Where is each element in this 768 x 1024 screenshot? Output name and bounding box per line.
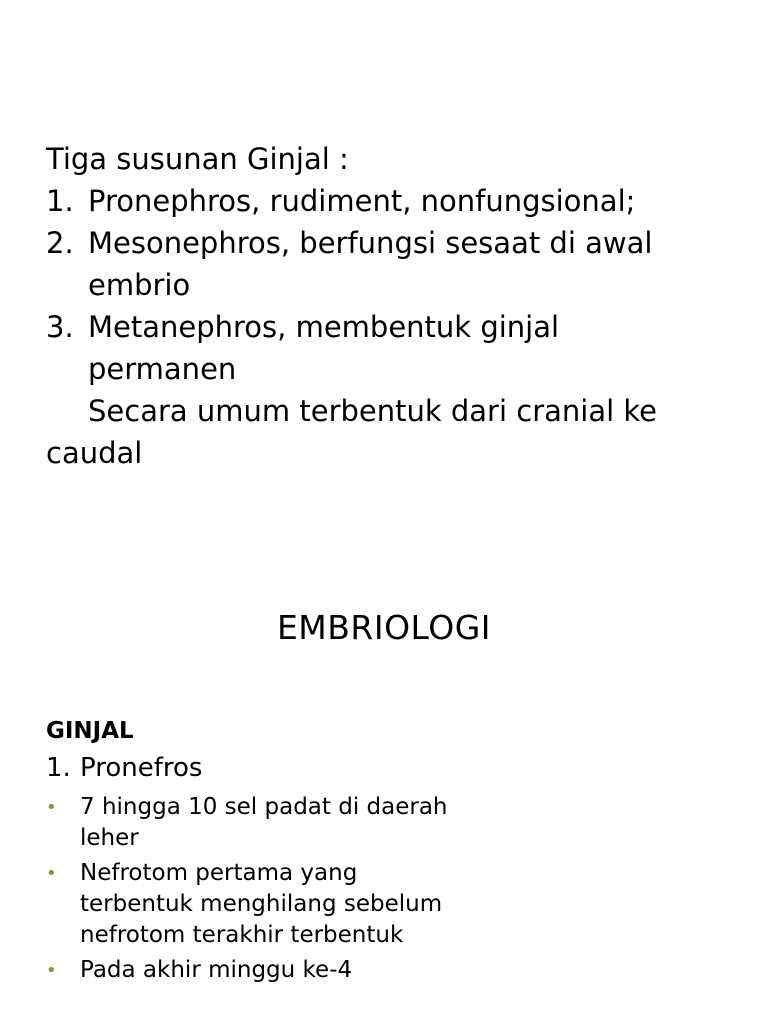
list-number: 1.	[46, 753, 71, 783]
slide-embryology	[46, 714, 466, 986]
list-item-metanephros	[46, 306, 746, 390]
list-text-line: Mesonephros, berfungsi sesaat di awal	[88, 226, 653, 260]
list-number: 2.	[46, 226, 74, 260]
list-item-pronefros	[46, 748, 466, 788]
bullet-icon: •	[46, 863, 57, 884]
bullet-item	[46, 955, 466, 986]
list-text	[88, 222, 746, 306]
list-number: 3.	[46, 310, 74, 344]
list-item-pronephros	[46, 180, 746, 222]
bullet-text: Nefrotom pertama yang terbentuk menghilang sebelum nefrotom terakhir terbentuk	[80, 860, 443, 948]
closing-text-line: Secara umum terbentuk dari cranial ke	[88, 394, 657, 428]
list-text: Pronephros, rudiment, nonfungsional;	[88, 184, 636, 218]
list-text-line: Metanephros, membentuk ginjal	[88, 310, 560, 344]
bullet-text: Pada akhir minggu ke-4	[80, 957, 353, 983]
list-text-line: permanen	[88, 352, 237, 386]
bullet-text: 7 hingga 10 sel padat di daerah leher	[80, 794, 448, 851]
bullet-icon: •	[46, 797, 57, 818]
bullet-list	[46, 792, 466, 986]
bullet-icon: •	[46, 960, 57, 981]
closing-text-line: caudal	[46, 436, 143, 470]
bullet-item	[46, 792, 466, 854]
slide-title: Tiga susunan Ginjal :	[46, 142, 349, 176]
list-text: Pronefros	[80, 753, 203, 783]
bullet-item	[46, 858, 466, 951]
list-item-mesonephros	[46, 222, 746, 306]
list-number: 1.	[46, 184, 74, 218]
slide-kidney-stages	[46, 138, 746, 474]
list-text	[88, 306, 746, 390]
section-heading: EMBRIOLOGI	[276, 608, 492, 647]
list-text-line: embrio	[88, 268, 191, 302]
subtitle: GINJAL	[46, 718, 134, 744]
